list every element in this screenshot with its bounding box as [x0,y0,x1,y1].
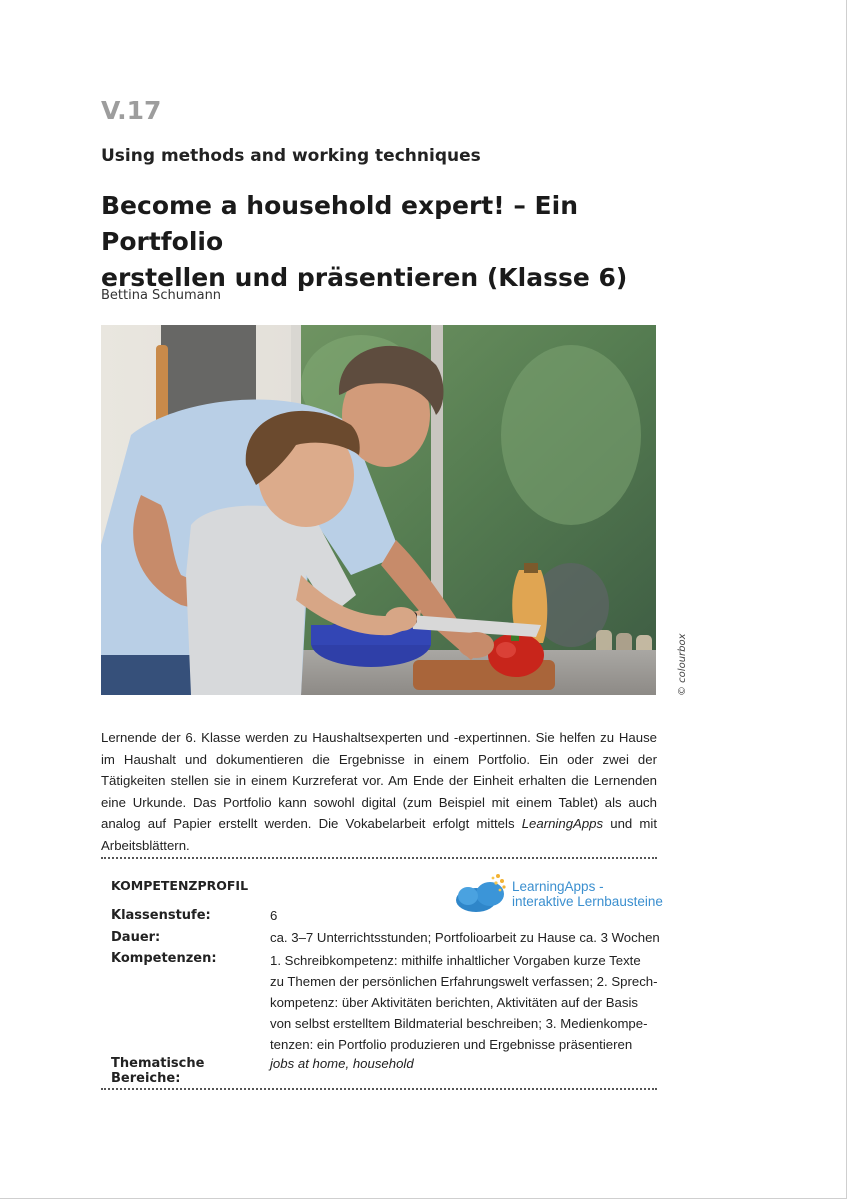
competences-value [270,950,660,1055]
competences-line-4: von selbst erstelltem Bildmaterial beschreiben; 3. Medienkompe- [270,1016,648,1031]
page-title [101,188,701,296]
competences-line-3: kompetenz: über Aktivitäten berichten, Aktivitäten auf der Basis [270,995,638,1010]
divider-bottom [101,1088,657,1090]
chapter-number: V.17 [101,96,162,125]
competences-label: Kompetenzen: [111,951,217,966]
duration-value: ca. 3–7 Unterrichtsstunden; Portfolioarbeit zu Hause ca. 3 Wochen [270,930,660,945]
topics-label: Thematische Bereiche: [111,1056,205,1086]
learningapps-wordmark [512,879,663,909]
author-name: Bettina Schumann [101,288,222,303]
title-line-1: Become a household expert! – Ein Portfolio [101,191,579,256]
series-title: Using methods and working techniques [101,146,481,166]
divider-top [101,857,657,859]
intro-learningapps: LearningApps [521,816,604,831]
intro-text: Lernende der 6. Klasse werden zu Haushaltsexperten und -expertinnen. Sie helfen zu Hause im Haushalt und dokumentieren die Ergebnisse in einem Portfolio. Ein oder zwei der Tätigkeiten stellen sie in einem Kurzreferat vor. Am Ende der Einheit erhalten die Lernenden eine Urkunde. Das Portfolio kann sowohl digital (zum Beispiel mit einem Tablet) als auch analog auf Papier erstellt werden. Die Vokabelarbeit erfolgt mittels [101,730,657,831]
competences-line-1: 1. Schreibkompetenz: mithilfe inhaltlicher Vorgaben kurze Texte [270,953,641,968]
grade-value: 6 [270,908,278,923]
title-line-2: erstellen und präsentieren (Klasse 6) [101,263,628,292]
duration-label: Dauer: [111,930,161,945]
intro-text-end: und mit Arbeitsblättern. [101,816,657,853]
intro-paragraph [101,727,657,856]
kitchen-photo [101,325,656,695]
competences-line-5: tenzen: ein Portfolio produzieren und Ergebnisse präsentieren [270,1037,633,1052]
competences-line-2: zu Themen der persönlichen Erfahrungswelt verfassen; 2. Sprech- [270,974,658,989]
logo-line-2: interaktive Lernbausteine [512,894,663,909]
topics-value: jobs at home, household [270,1056,414,1071]
logo-line-1: LearningApps - [512,879,604,894]
competence-profile-heading: KOMPETENZPROFIL [111,878,249,893]
grade-label: Klassenstufe: [111,908,211,923]
photo-credit: © colourbox [677,633,688,696]
